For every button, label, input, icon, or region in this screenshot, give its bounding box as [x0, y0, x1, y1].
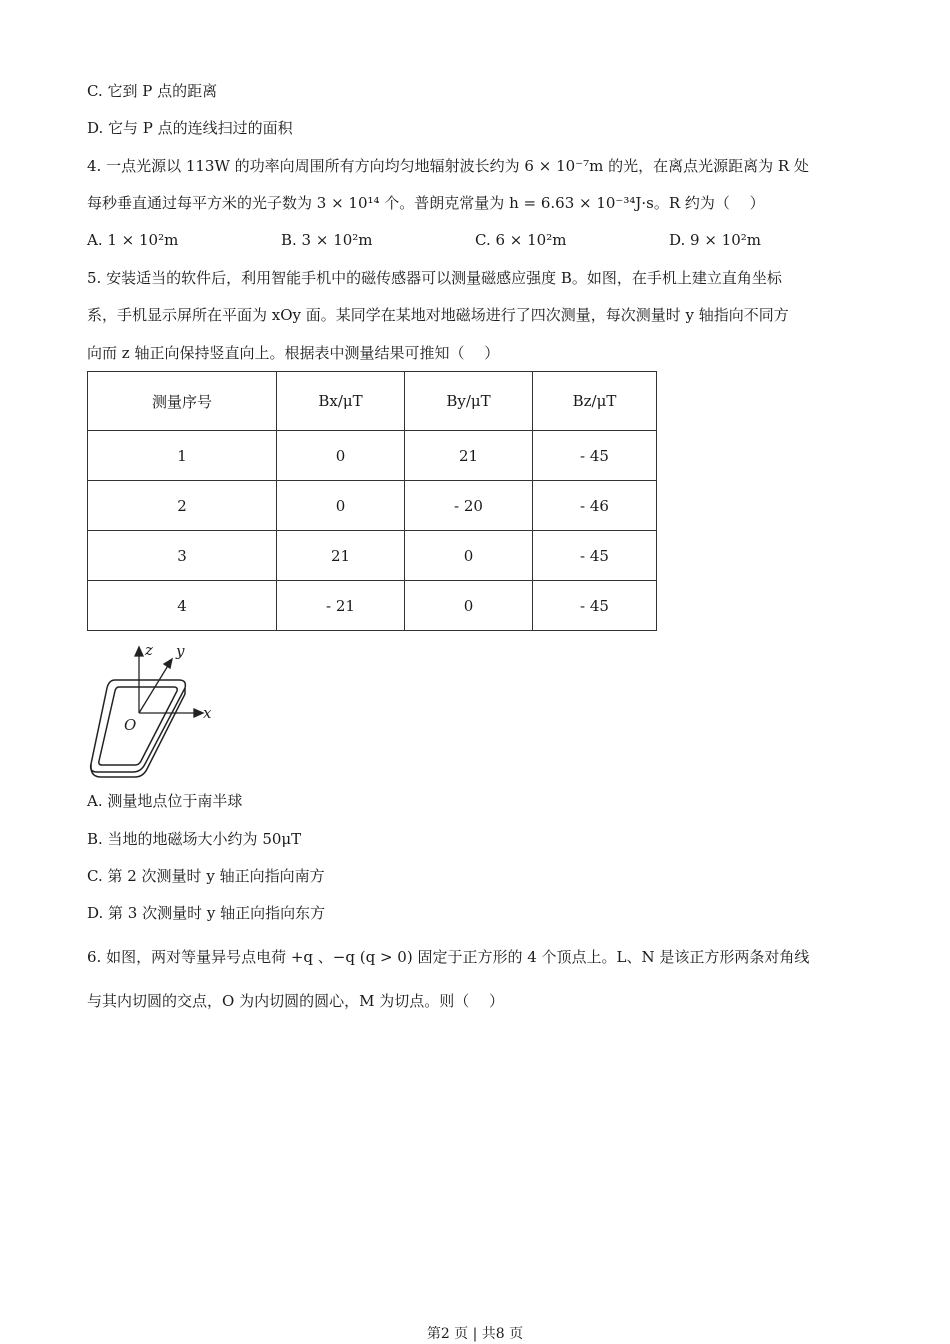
table-header: By/μT	[405, 372, 533, 431]
option-b-q4: B. 3 × 10²m	[281, 231, 373, 249]
table-cell: - 45	[533, 431, 657, 481]
question-4-line1: 4. 一点光源以 113W 的功率向周围所有方向均匀地辐射波长约为 6 × 10⁻⁷m 的光，在离点光源距离为 R 处	[87, 157, 809, 175]
table-header: 测量序号	[88, 372, 277, 431]
table-cell: - 46	[533, 481, 657, 531]
x-label: x	[203, 704, 212, 722]
table-header-row	[88, 372, 657, 431]
page-footer: 第2 页 | 共8 页	[426, 1326, 524, 1342]
y-label: y	[176, 642, 185, 660]
table-cell: 21	[405, 431, 533, 481]
option-a-q4: A. 1 × 10²m	[87, 231, 179, 249]
question-4-line2: 每秒垂直通过每平方米的光子数为 3 × 10¹⁴ 个。普朗克常量为 h = 6.63 × 10⁻³⁴J·s。R 约为（ ）	[87, 194, 765, 212]
option-b-q5: B. 当地的地磁场大小约为 50μT	[87, 830, 302, 848]
z-arrow	[135, 647, 143, 656]
question-5-line1: 5. 安装适当的软件后，利用智能手机中的磁传感器可以测量磁感应强度 B。如图，在手机上建立直角坐标	[87, 269, 782, 287]
table-cell: - 45	[533, 581, 657, 631]
question-6-line2: 与其内切圆的交点，O 为内切圆的圆心，M 为切点。则（ ）	[87, 992, 504, 1010]
question-5-line2: 系，手机显示屏所在平面为 xOy 面。某同学在某地对地磁场进行了四次测量，每次测量时 y 轴指向不同方	[87, 306, 789, 324]
y-arrow	[164, 659, 172, 668]
question-5-line3: 向而 z 轴正向保持竖直向上。根据表中测量结果可推知（ ）	[87, 344, 500, 362]
question-6-line1: 6. 如图，两对等量异号点电荷 +q 、−q (q > 0) 固定于正方形的 4 个顶点上。L、N 是该正方形两条对角线	[87, 948, 810, 966]
table-cell: - 21	[277, 581, 405, 631]
table-row	[88, 481, 657, 531]
option-c-q5: C. 第 2 次测量时 y 轴正向指向南方	[87, 867, 325, 885]
option-d-q5: D. 第 3 次测量时 y 轴正向指向东方	[87, 904, 326, 922]
option-d-q3: D. 它与 P 点的连线扫过的面积	[87, 119, 293, 137]
table-header: Bx/μT	[277, 372, 405, 431]
table-cell: 2	[88, 481, 277, 531]
table-cell: 0	[277, 431, 405, 481]
table-header: Bz/μT	[533, 372, 657, 431]
option-c-q3: C. 它到 P 点的距离	[87, 82, 218, 100]
option-a-q5: A. 测量地点位于南半球	[87, 792, 243, 810]
table-cell: - 20	[405, 481, 533, 531]
table-cell: 21	[277, 531, 405, 581]
table-cell: 0	[277, 481, 405, 531]
table-row	[88, 531, 657, 581]
option-d-q4: D. 9 × 10²m	[669, 231, 761, 249]
origin-label: O	[124, 716, 137, 734]
phone-outline	[91, 680, 186, 772]
table-row	[88, 581, 657, 631]
table-cell: 3	[88, 531, 277, 581]
option-c-q4: C. 6 × 10²m	[475, 231, 567, 249]
measurement-table	[87, 371, 657, 631]
phone-axes-diagram	[87, 640, 227, 780]
x-arrow	[194, 709, 203, 717]
z-label: z	[145, 641, 153, 659]
table-cell: 0	[405, 531, 533, 581]
table-row	[88, 431, 657, 481]
y-axis	[139, 664, 169, 713]
table-cell: 0	[405, 581, 533, 631]
table-cell: 1	[88, 431, 277, 481]
table-cell: 4	[88, 581, 277, 631]
table-cell: - 45	[533, 531, 657, 581]
